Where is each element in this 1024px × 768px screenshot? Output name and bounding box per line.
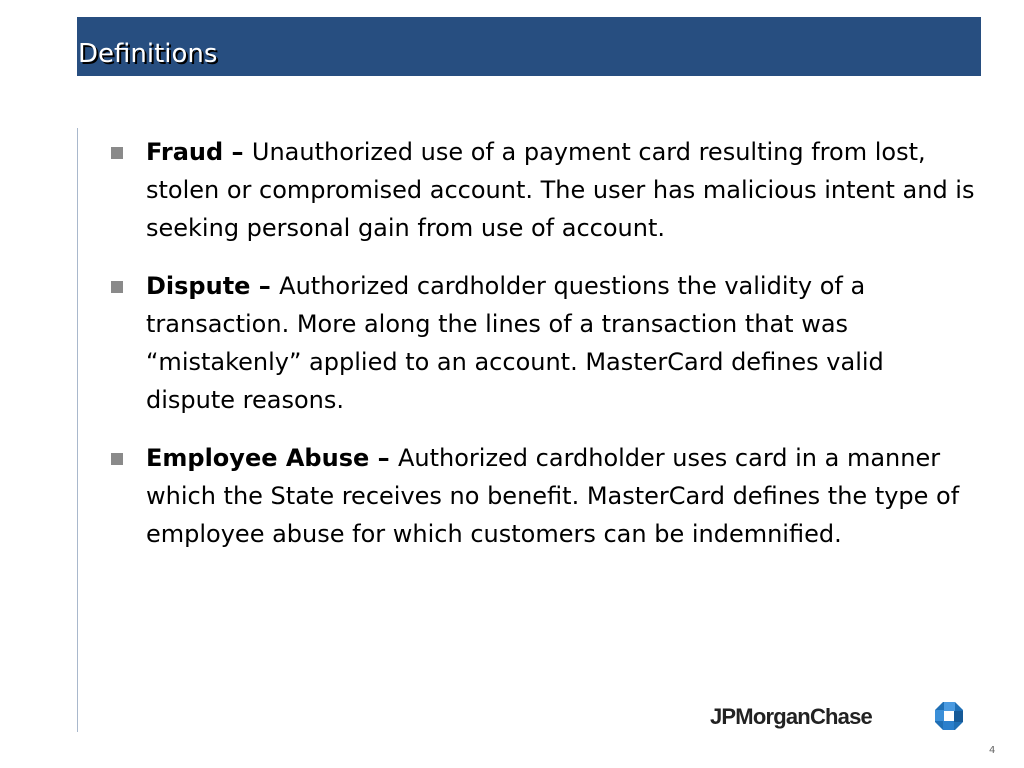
definition-term: Fraud – (146, 138, 252, 166)
page-number: 4 (989, 745, 996, 756)
definition-fraud (110, 133, 980, 247)
definition-text: Unauthorized use of a payment card resulting from lost, stolen or compromised account. The user has malicious intent and is seeking personal gain from use of account. (146, 138, 975, 242)
company-logo (710, 700, 965, 736)
slide-title: Definitions (78, 39, 218, 69)
definitions-list (110, 133, 980, 573)
logo-wordmark: JPMorganChase (710, 704, 872, 729)
square-bullet-icon (111, 147, 123, 159)
vertical-divider (77, 128, 78, 732)
square-bullet-icon (111, 453, 123, 465)
definition-term: Employee Abuse – (146, 444, 398, 472)
definition-employee-abuse (110, 439, 980, 553)
definition-term: Dispute – (146, 272, 280, 300)
definition-text: Authorized cardholder questions the validity of a transaction. More along the lines of a transaction that was “mistakenly” applied to an account. MasterCard defines valid dispute reasons. (146, 272, 884, 414)
octagon-logo-icon (934, 701, 964, 731)
square-bullet-icon (111, 281, 123, 293)
definition-text: Authorized cardholder uses card in a manner which the State receives no benefit. MasterCard defines the type of employee abuse for which customers can be indemnified. (146, 444, 960, 548)
definition-dispute (110, 267, 980, 419)
